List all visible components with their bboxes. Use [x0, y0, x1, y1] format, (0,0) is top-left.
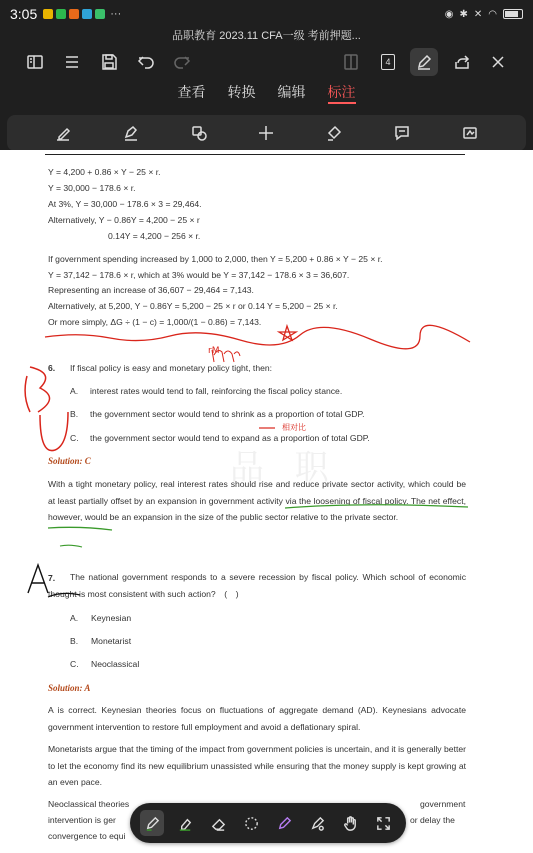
- notification-icon: [82, 9, 92, 19]
- notification-icon: [43, 9, 53, 19]
- question-7-explanation: Neoclassical theories: [48, 799, 130, 809]
- bluetooth-icon: ✱: [459, 8, 468, 20]
- gov-line: Y = 37,142 − 178.6 × r, which at 3% would be Y = 37,142 − 178.6 × 3 = 36,607.: [48, 270, 350, 280]
- question-7-option-letter: C.: [70, 659, 79, 669]
- handwritten-note: 相对比: [282, 423, 306, 432]
- question-7-option-a: Keynesian: [91, 613, 132, 623]
- question-6-explanation: With a tight monetary policy, real interest rates should rise and reduce private sector activity, which could be at least partially offset by an expansion in government activity via the loosening of fiscal policy. The net effect, however, would be an expansion in the size of the public sector relative to the private sector.: [48, 479, 466, 522]
- question-7-option-b: Monetarist: [91, 636, 132, 646]
- menu-tabs: [0, 82, 533, 104]
- share-icon[interactable]: [448, 48, 476, 76]
- question-7-solution-label: Solution: A: [48, 683, 91, 693]
- save-icon[interactable]: [95, 48, 123, 76]
- ink-red-bracket: [40, 412, 68, 451]
- question-7-explanation: intervention is ger: [48, 815, 116, 825]
- question-6-option-a: interest rates would tend to fall, reinforcing the fiscal policy stance.: [90, 386, 343, 396]
- fullscreen-icon[interactable]: [372, 810, 396, 836]
- hand-icon[interactable]: [339, 810, 363, 836]
- pen-toolbar: [130, 803, 406, 843]
- battery-icon: [503, 9, 523, 19]
- page-divider: [45, 154, 465, 155]
- tab-edit[interactable]: 编辑: [277, 84, 306, 100]
- question-7-option-letter: A.: [70, 613, 79, 623]
- calc-line: 0.14Y = 4,200 − 256 × r.: [108, 231, 201, 241]
- question-7-option-letter: B.: [70, 636, 79, 646]
- status-bar: [0, 0, 533, 28]
- ink-red-letter-b: [25, 367, 49, 412]
- signature-icon[interactable]: [459, 122, 481, 144]
- question-7-stem: The national government responds to a severe recession by fiscal policy. Which school of economic thought is most consistent with such action? ( ): [48, 572, 466, 599]
- undo-icon[interactable]: [132, 48, 160, 76]
- notification-icon: [69, 9, 79, 19]
- shape-pen-icon[interactable]: [306, 810, 330, 836]
- redo-icon[interactable]: [168, 48, 196, 76]
- ink-black-letter-a: [28, 565, 48, 593]
- ink-green-underline: [48, 527, 112, 530]
- status-time: 3:05: [10, 6, 38, 22]
- document-page[interactable]: [0, 150, 533, 853]
- notification-icon: [95, 9, 105, 19]
- calc-line: Y = 4,200 + 0.86 × Y − 25 × r.: [48, 167, 161, 177]
- ink-red-underline: [45, 325, 470, 348]
- eraser-icon[interactable]: [206, 810, 230, 836]
- tab-convert[interactable]: 转换: [227, 84, 256, 100]
- page-count: 4: [381, 54, 395, 70]
- ink-green-underline: [60, 545, 82, 547]
- pen-mode-icon[interactable]: [410, 48, 438, 76]
- question-6-option-letter: B.: [70, 409, 79, 419]
- page-count-button[interactable]: [374, 48, 402, 76]
- wifi-icon: ◠: [488, 8, 497, 20]
- calc-line: At 3%, Y = 30,000 − 178.6 × 3 = 29,464.: [48, 199, 202, 209]
- calc-line: Y = 30,000 − 178.6 × r.: [48, 183, 136, 193]
- question-6-option-letter: A.: [70, 386, 79, 396]
- gov-line: Alternatively, at 5,200, Y − 0.86Y = 5,200 − 25 × r or 0.14 Y = 5,200 − 25 × r.: [48, 301, 338, 311]
- highlighter-icon[interactable]: [52, 122, 74, 144]
- question-6-option-letter: C.: [70, 433, 79, 443]
- top-toolbar: [0, 46, 533, 78]
- calc-line: Alternatively, Y − 0.86Y = 4,200 − 25 × r: [48, 215, 200, 225]
- highlighter-icon[interactable]: [173, 810, 197, 836]
- document-title[interactable]: 品职教育 2023.11 CFA一级 考前押题...: [172, 30, 361, 42]
- question-6-option-b: the government sector would tend to shrink as a proportion of total GDP.: [90, 409, 365, 419]
- gov-line: Or more simply, ΔG ÷ (1 − c) = 1,000/(1 − 0.86) = 7,143.: [48, 317, 262, 327]
- comment-icon[interactable]: [391, 122, 413, 144]
- marker-icon[interactable]: [120, 122, 142, 144]
- question-7-explanation: government: [420, 799, 466, 809]
- question-7-explanation: A is correct. Keynesian theories focus on fluctuations of aggregate demand (AD). Keynesians advocate government intervention to restore full employment and avoid a deflationary spiral.: [48, 705, 466, 732]
- question-7-explanation: Monetarists argue that the timing of the impact from government policies is uncertain, and it is generally better to let the economy find its new equilibrium unassisted while ensuring that the money supply is kept growing at an even pace.: [48, 744, 466, 787]
- notification-icon: [56, 9, 66, 19]
- gov-line: Representing an increase of 36,607 − 29,464 = 7,143.: [48, 285, 254, 295]
- question-7-explanation: or delay the: [410, 815, 455, 825]
- gov-line: If government spending increased by 1,000 to 2,000, then Y = 5,200 + 0.86 × Y − 25 × r.: [48, 254, 383, 264]
- outline-icon[interactable]: [21, 48, 49, 76]
- menu-icon[interactable]: [58, 48, 86, 76]
- question-7-option-c: Neoclassical: [91, 659, 140, 669]
- question-7-explanation: convergence to equi: [48, 831, 126, 841]
- add-icon[interactable]: [255, 122, 277, 144]
- split-view-icon[interactable]: [337, 48, 365, 76]
- question-6-option-c: the government sector would tend to expand as a proportion of total GDP.: [90, 433, 370, 443]
- eye-icon: ◉: [444, 8, 454, 20]
- watermark: 品 职: [230, 448, 339, 488]
- close-icon[interactable]: [484, 48, 512, 76]
- pen-icon[interactable]: [140, 810, 164, 836]
- stamp-icon[interactable]: [323, 122, 345, 144]
- question-6-number: 6.: [48, 363, 56, 373]
- lasso-icon[interactable]: [239, 810, 263, 836]
- handwritten-note: rM: [208, 346, 220, 356]
- shape-icon[interactable]: [188, 122, 210, 144]
- color-pen-icon[interactable]: [273, 810, 297, 836]
- ink-red-star: [279, 326, 296, 340]
- question-7-number: 7.: [48, 573, 56, 583]
- tab-annotate[interactable]: 标注: [328, 82, 356, 104]
- mute-icon: ✕: [473, 8, 483, 20]
- question-6-stem: If fiscal policy is easy and monetary policy tight, then:: [70, 363, 273, 373]
- annotation-toolbar: [7, 115, 526, 151]
- more-notifications-icon: ···: [110, 8, 122, 20]
- question-6-solution-label: Solution: C: [48, 456, 91, 466]
- tab-view[interactable]: 查看: [177, 84, 206, 100]
